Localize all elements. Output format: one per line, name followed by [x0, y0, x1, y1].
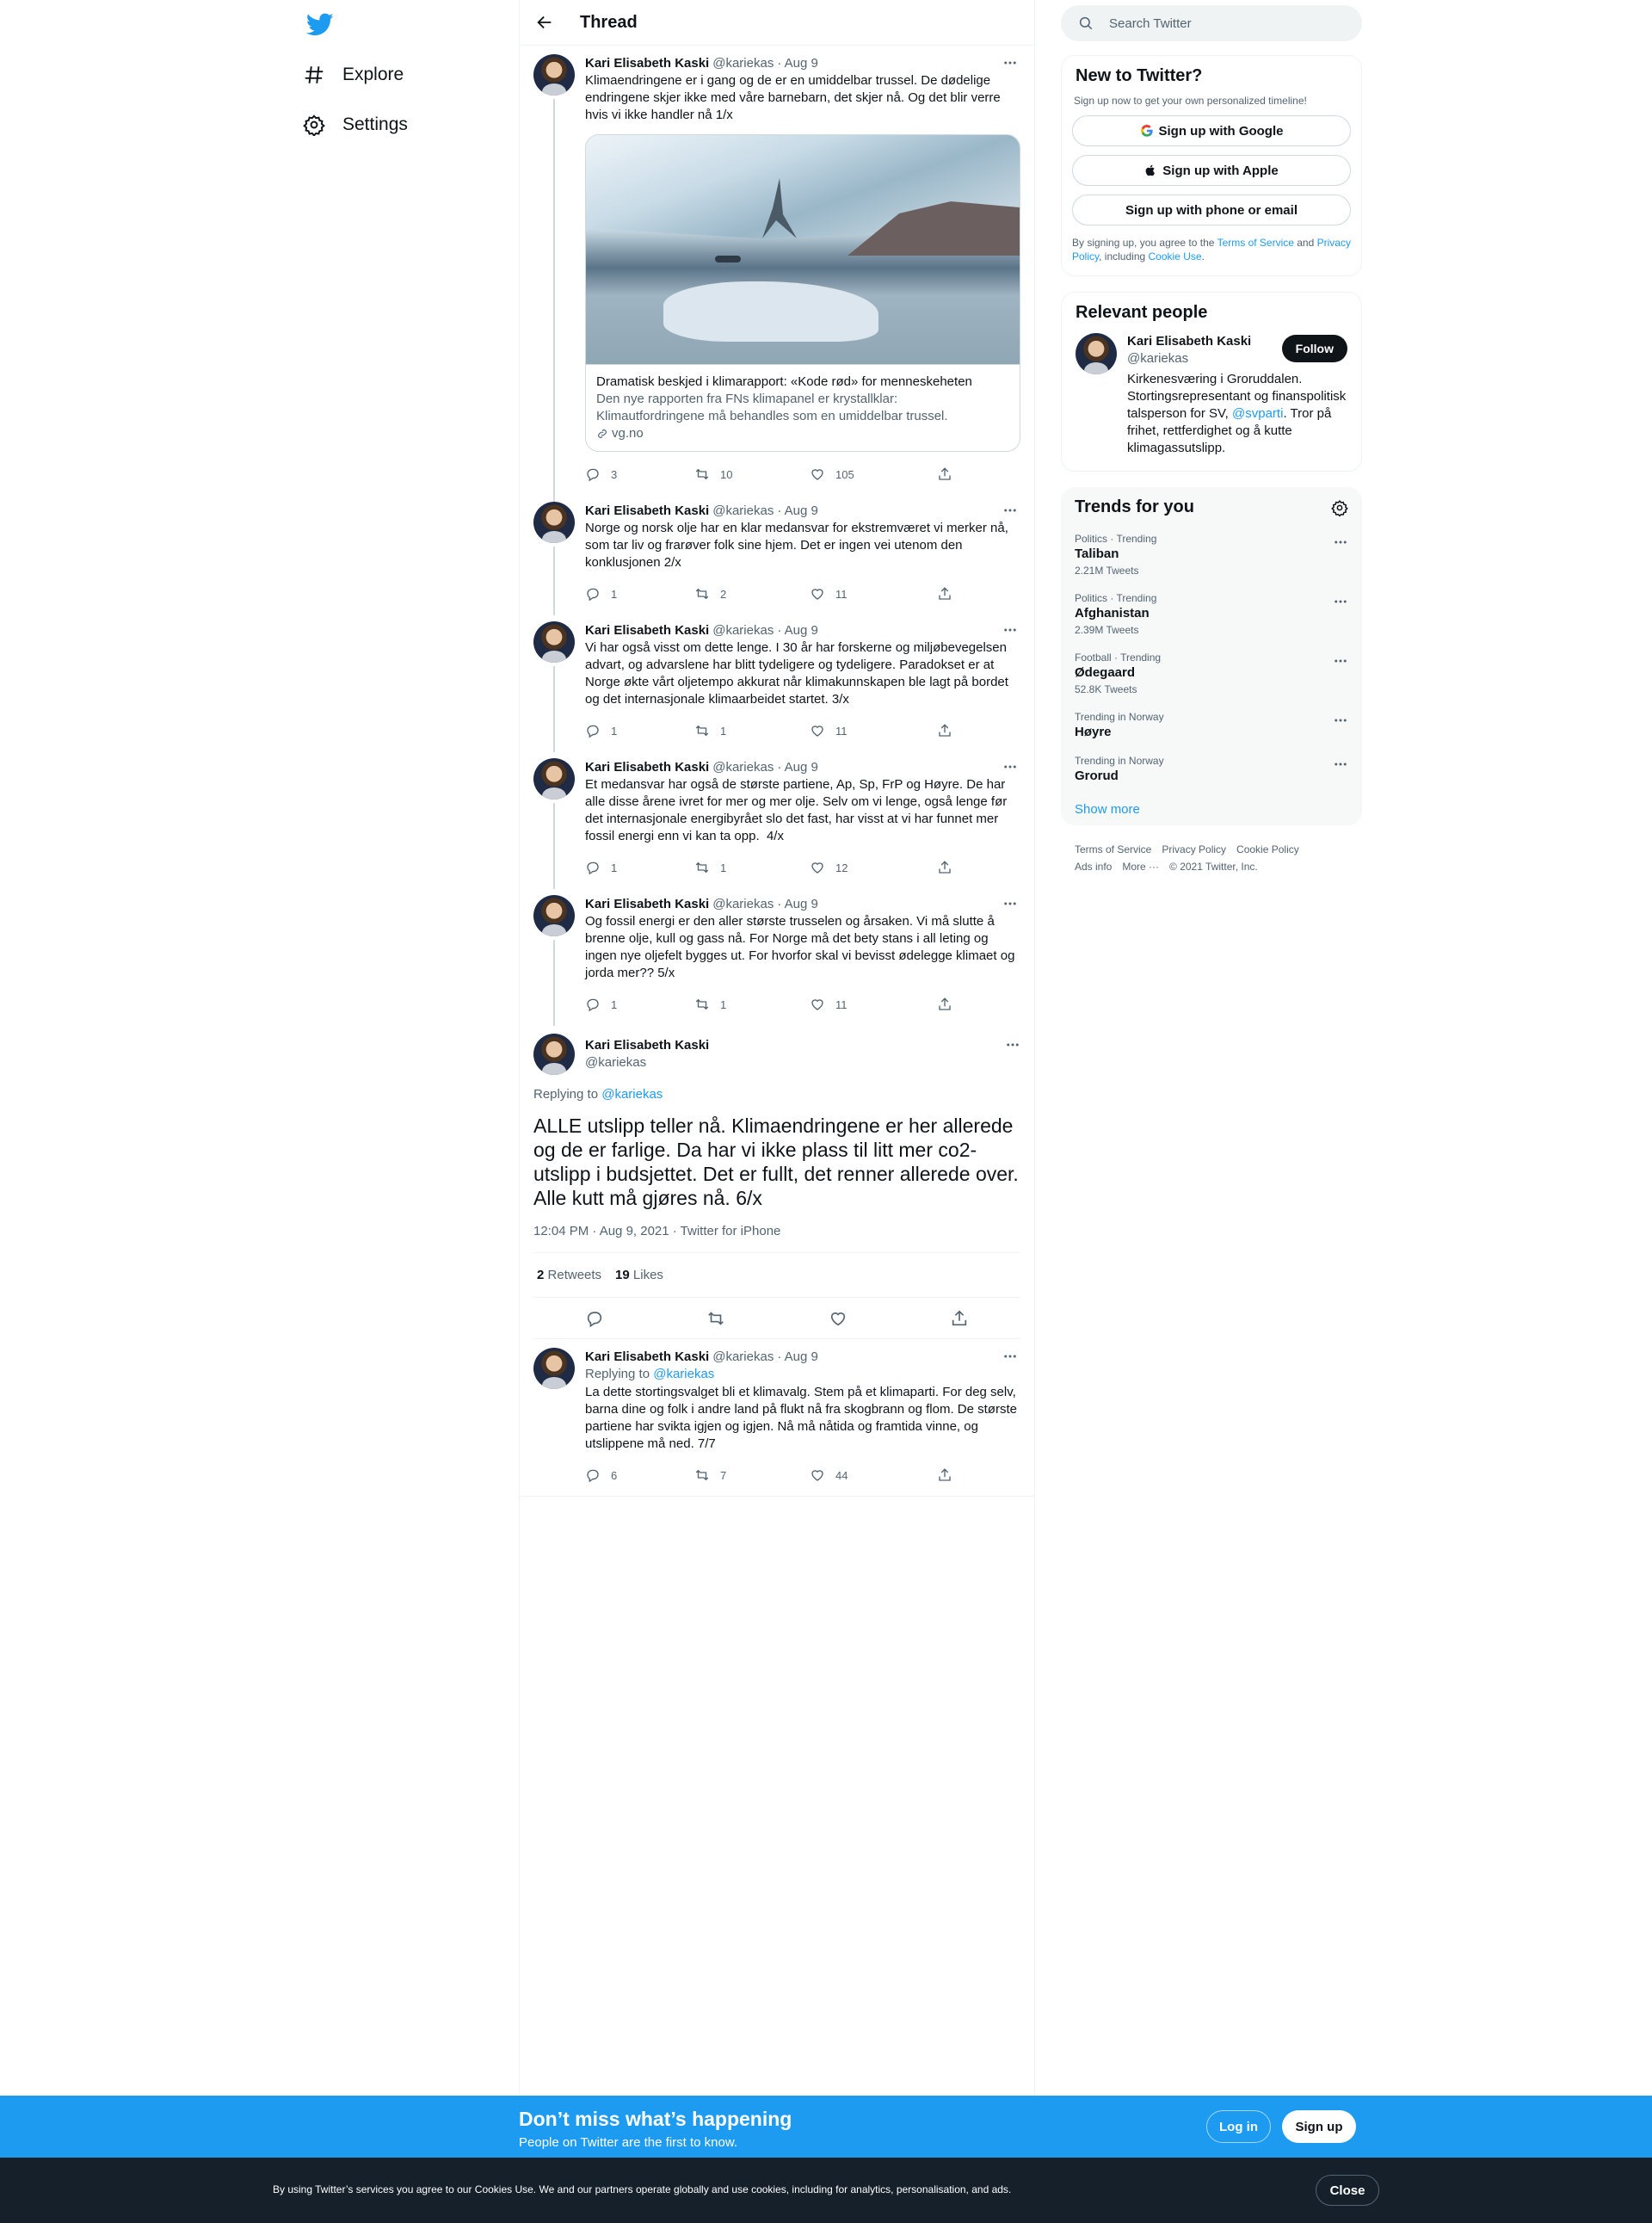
like-count: 11 [835, 724, 848, 738]
trend-category: Politics · Trending [1075, 533, 1157, 545]
avatar[interactable] [533, 895, 575, 936]
more-options-icon[interactable] [1000, 54, 1020, 71]
author-handle[interactable]: @kariekas [712, 759, 774, 775]
reply-tweet[interactable] [520, 1339, 1034, 1497]
trend-item[interactable] [1075, 651, 1348, 695]
thread-tweet[interactable] [520, 613, 1034, 746]
nav-settings-label: Settings [342, 114, 408, 134]
like-count: 12 [835, 861, 848, 874]
signup-apple-button[interactable] [1072, 155, 1351, 186]
tweet-text: Og fossil energi er den aller største trusselen og årsaken. Vi må slutte å brenne olje, kull og gass nå. For Norge må det bety stans i all leting og ingen nye oljefelt bygges ut. For hvorfor skal vi bevisst ødelegge klimaet og jorda mer?? 5/x [585, 914, 1019, 980]
reply-icon[interactable] [585, 1309, 604, 1328]
trend-count: 52.8K Tweets [1075, 683, 1137, 695]
like-button[interactable] [810, 586, 937, 602]
search-icon [1078, 15, 1094, 31]
signup-panel [1061, 55, 1362, 276]
avatar[interactable] [1076, 333, 1117, 374]
footer-cookie-link[interactable]: Cookie Policy [1236, 843, 1299, 855]
retweet-icon [694, 1467, 710, 1483]
card-description: Den nye rapporten fra FNs klimapanel er krystallklar: Klimautfordringene må behandles som en umiddelbar trussel. [596, 392, 948, 423]
share-icon[interactable] [950, 1309, 969, 1328]
footer-tos-link[interactable]: Terms of Service [1075, 843, 1152, 855]
trend-item[interactable] [1075, 755, 1348, 783]
thread-column [519, 0, 1035, 2096]
nav-explore-label: Explore [342, 65, 404, 84]
author-handle[interactable]: @kariekas [712, 1349, 774, 1364]
like-count: 44 [835, 1468, 848, 1482]
retweet-icon [694, 860, 710, 875]
share-icon [937, 1467, 952, 1483]
heart-icon [810, 723, 825, 738]
share-button[interactable] [937, 466, 952, 482]
author-handle[interactable]: @kariekas [712, 503, 774, 518]
google-icon [1140, 124, 1154, 138]
thread-connector [553, 940, 555, 1026]
avatar[interactable] [533, 1034, 575, 1075]
likes-stat[interactable] [615, 1268, 663, 1282]
reply-icon [585, 466, 601, 482]
prompt-title: Don’t miss what’s happening [519, 2108, 792, 2130]
twitter-logo-icon[interactable] [303, 10, 337, 38]
cookie-use-link[interactable]: Cookie Use [1148, 250, 1202, 262]
gear-icon[interactable] [1331, 499, 1348, 516]
privacy-link[interactable]: Privacy Policy [1072, 237, 1351, 262]
like-count: 105 [835, 467, 854, 481]
svparti-link[interactable]: @svparti [1232, 406, 1284, 421]
reply-count: 1 [611, 724, 618, 738]
author-name[interactable]: Kari Elisabeth Kaski [585, 1038, 710, 1053]
relevant-people-panel [1061, 292, 1362, 472]
sidebar-footer [1061, 841, 1362, 875]
reply-icon [585, 1467, 601, 1483]
replying-to-link[interactable]: @kariekas [653, 1367, 715, 1381]
retweet-button[interactable] [694, 860, 810, 875]
follow-button[interactable]: Follow [1282, 335, 1347, 362]
thread-tweet[interactable] [520, 750, 1034, 883]
footer-privacy-link[interactable]: Privacy Policy [1162, 843, 1227, 855]
signup-google-label: Sign up with Google [1158, 123, 1284, 139]
tweet-date[interactable]: · Aug 9 [777, 622, 818, 638]
tweet-text: Norge og norsk olje har en klar medansvar for ekstremværet vi merker nå, som tar liv og frarøver folk sine hjem. Det er ingen vei utenom den konklusjonen 2/x [585, 521, 1013, 570]
more-options-icon[interactable] [1000, 1348, 1020, 1365]
like-button[interactable] [810, 860, 937, 875]
tweet-date[interactable]: · Aug 9 [777, 759, 818, 775]
tweet-text: Klimaendringene er i gang og de er en umiddelbar trussel. De dødelige endringene skjer ikke med våre barnebarn, det skjer nå. Og det blir verre hvis vi ikke handler nå 1/x [585, 73, 1004, 122]
retweet-count: 1 [720, 861, 727, 874]
login-prompt-bar [0, 2096, 1652, 2158]
show-more-link[interactable]: Show more [1075, 802, 1140, 817]
reply-button[interactable] [585, 1467, 694, 1483]
search-input[interactable] [1061, 5, 1362, 41]
trend-count: 2.21M Tweets [1075, 565, 1139, 577]
likes-stat-count: 19 [615, 1268, 630, 1282]
cookie-text: By using Twitter’s services you agree to our Cookies Use. We and our partners operate globally and use cookies, including for analytics, personalisation, and ads. [273, 2183, 1012, 2195]
retweet-count: 7 [720, 1468, 727, 1482]
trend-name: Afghanistan [1075, 606, 1150, 621]
person-bio [1127, 371, 1347, 457]
avatar[interactable] [533, 1348, 575, 1389]
trend-category: Politics · Trending [1075, 592, 1157, 604]
retweet-icon [694, 723, 710, 738]
tweet-date[interactable]: · Aug 9 [777, 55, 818, 71]
share-button[interactable] [937, 723, 952, 738]
like-button[interactable] [810, 1467, 937, 1483]
avatar[interactable] [533, 621, 575, 663]
thread-connector [553, 546, 555, 615]
author-name[interactable]: Kari Elisabeth Kaski [585, 503, 710, 518]
trend-name: Høyre [1075, 725, 1112, 739]
glacier-photo [586, 135, 1020, 364]
heart-icon[interactable] [829, 1309, 848, 1328]
tweet-text: La dette stortingsvalget bli et klimavalg. Stem på et klimaparti. For deg selv, barna dine og folk i andre land på flukt nå fra skogbrann og flom. De største partiene har svikta igjen og igjen. Nå må nåtida og framtida vinne, og utslippene må ned. 7/7 [585, 1385, 1021, 1451]
signup-legal [1072, 236, 1351, 263]
tweet-text: Vi har også visst om dette lenge. I 30 år har forskerne og miljøbevegelsen advart, og advarslene har blitt tydeligere og tydeligere. Paradokset er at Norge økte vårt oljetempo akkurat når klimakunnskapen ble lagt på bordet og det internasjonale klimaarbeidet startet. 3/x [585, 640, 1013, 707]
legal-text-4: . [1201, 250, 1205, 262]
footer-more-link[interactable]: More ··· [1122, 861, 1160, 873]
retweet-button[interactable] [694, 997, 810, 1012]
retweet-button[interactable] [694, 466, 810, 482]
retweets-stat-count: 2 [537, 1268, 545, 1282]
reply-icon [585, 860, 601, 875]
nav-explore[interactable] [303, 58, 404, 92]
retweet-count: 1 [720, 997, 727, 1011]
link-icon [596, 428, 608, 440]
avatar[interactable] [533, 54, 575, 96]
nav-settings[interactable] [303, 108, 408, 142]
more-options-icon[interactable] [1333, 534, 1348, 550]
person-name[interactable]: Kari Elisabeth Kaski [1127, 334, 1252, 349]
avatar[interactable] [533, 502, 575, 543]
like-count: 11 [835, 587, 848, 601]
retweet-button[interactable] [694, 586, 810, 602]
prompt-subtitle: People on Twitter are the first to know. [519, 2135, 738, 2150]
tweet-date[interactable]: · Aug 9 [777, 896, 818, 911]
like-button[interactable] [810, 997, 937, 1012]
trend-category: Trending in Norway [1075, 755, 1164, 767]
focused-tweet [520, 1023, 1034, 1339]
search-placeholder: Search Twitter [1109, 15, 1192, 31]
more-options-icon[interactable] [1000, 758, 1020, 775]
more-options-icon[interactable] [1333, 653, 1348, 669]
like-button[interactable] [810, 466, 937, 482]
right-sidebar [1061, 0, 1362, 875]
like-button[interactable] [810, 723, 937, 738]
retweet-icon[interactable] [706, 1309, 725, 1328]
signup-title: New to Twitter? [1076, 66, 1203, 85]
apple-icon [1144, 164, 1157, 177]
footer-ads-link[interactable]: Ads info [1075, 861, 1113, 873]
author-handle[interactable]: @kariekas [712, 896, 774, 911]
reply-icon [585, 997, 601, 1012]
signup-apple-label: Sign up with Apple [1162, 163, 1279, 178]
signup-google-button[interactable] [1072, 115, 1351, 146]
signup-subtitle: Sign up now to get your own personalized timeline! [1074, 95, 1307, 107]
retweet-icon [694, 997, 710, 1012]
reply-count: 6 [611, 1468, 618, 1482]
replying-to [533, 1087, 1020, 1102]
signup-phone-label: Sign up with phone or email [1125, 202, 1298, 218]
more-options-icon[interactable] [1333, 713, 1348, 728]
focused-tweet-text: ALLE utslipp teller nå. Klimaendringene er her allerede og de er farlige. Da har vi ikke plass til litt mer co2-utslipp i budsjettet. Det er fullt, det renner allerede over. Alle kutt må gjøres nå. 6/x [533, 1115, 1019, 1209]
cookie-banner [0, 2158, 1652, 2223]
retweet-button[interactable] [694, 723, 810, 738]
retweet-count: 1 [720, 724, 727, 738]
link-card[interactable] [585, 134, 1020, 452]
more-options-icon[interactable] [1000, 895, 1020, 912]
share-icon [937, 860, 952, 875]
person-bio-text-2: . Tror på frihet, rettferdighet og å kutte klimagassutslipp. [1127, 406, 1332, 455]
replying-to [585, 1366, 1020, 1383]
person-bio-text-1: Kirkenesværing i Groruddalen. Stortingsrepresentant og finanspolitisk talsperson for SV, [1127, 372, 1347, 421]
card-domain: vg.no [612, 426, 644, 441]
thread-connector [553, 803, 555, 889]
share-icon [937, 997, 952, 1012]
trend-name: Grorud [1075, 769, 1119, 783]
author-name[interactable]: Kari Elisabeth Kaski [585, 622, 710, 638]
focused-tweet-actions [533, 1298, 1020, 1339]
author-handle[interactable]: @kariekas [585, 1055, 647, 1070]
legal-text-3: , including [1099, 250, 1149, 262]
reply-icon [585, 723, 601, 738]
share-icon [937, 723, 952, 738]
gear-icon [303, 114, 325, 136]
trend-name: Ødegaard [1075, 665, 1136, 680]
trend-count: 2.39M Tweets [1075, 624, 1139, 636]
thread-tweet[interactable] [520, 46, 1034, 490]
replying-to-label: Replying to [533, 1087, 599, 1102]
author-name[interactable]: Kari Elisabeth Kaski [585, 55, 710, 71]
back-arrow-icon[interactable] [535, 13, 554, 32]
thread-tweet[interactable] [520, 493, 1034, 609]
reply-count: 1 [611, 861, 618, 874]
thread-connector [553, 666, 555, 752]
share-button[interactable] [937, 997, 952, 1012]
trend-item[interactable] [1075, 711, 1348, 739]
reply-count: 3 [611, 467, 618, 481]
trend-name: Taliban [1075, 546, 1119, 561]
author-handle[interactable]: @kariekas [712, 622, 774, 638]
reply-button[interactable] [585, 586, 694, 602]
signup-button[interactable]: Sign up [1282, 2110, 1356, 2143]
trends-panel [1061, 487, 1362, 825]
retweet-button[interactable] [694, 1467, 810, 1483]
retweet-count: 10 [720, 467, 733, 481]
legal-text-1: By signing up, you agree to the [1072, 237, 1217, 249]
share-icon [937, 466, 952, 482]
reply-button[interactable] [585, 723, 694, 738]
share-button[interactable] [937, 586, 952, 602]
heart-icon [810, 860, 825, 875]
avatar[interactable] [533, 758, 575, 800]
cookie-close-button[interactable]: Close [1316, 2175, 1379, 2206]
heart-icon [810, 1467, 825, 1483]
thread-connector [553, 99, 555, 529]
heart-icon [810, 586, 825, 602]
heart-icon [810, 997, 825, 1012]
reply-count: 1 [611, 587, 618, 601]
replying-to-label: Replying to [585, 1367, 650, 1381]
card-title: Dramatisk beskjed i klimarapport: «Kode rød» for menneskeheten [596, 374, 972, 389]
author-name[interactable]: Kari Elisabeth Kaski [585, 896, 710, 911]
tweet-timestamp[interactable]: 12:04 PM · Aug 9, 2021 · Twitter for iPhone [533, 1224, 1020, 1253]
footer-copyright: © 2021 Twitter, Inc. [1169, 861, 1258, 873]
trend-item[interactable] [1075, 533, 1348, 577]
reply-button[interactable] [585, 466, 694, 482]
tweet-date[interactable]: · Aug 9 [777, 503, 818, 518]
relevant-people-title: Relevant people [1076, 303, 1208, 322]
tweet-text: Et medansvar har også de største partiene, Ap, Sp, FrP og Høyre. De har alle disse årene ivret for mer og mer olje. Selv om vi lenge, også lenge før det internasjonale energibyrået slo det fast, har visst at vi har funnet mer fossil energi enn vi kan ta opp. 4/x [585, 777, 1011, 843]
retweet-count: 2 [720, 587, 727, 601]
tweet-date[interactable]: · Aug 9 [777, 1349, 818, 1364]
heart-icon [810, 466, 825, 482]
trends-title: Trends for you [1075, 497, 1194, 516]
signup-phone-button[interactable] [1072, 195, 1351, 225]
person-handle[interactable]: @kariekas [1127, 351, 1189, 366]
retweets-stat[interactable] [537, 1268, 601, 1282]
author-name[interactable]: Kari Elisabeth Kaski [585, 1349, 710, 1364]
like-count: 11 [835, 997, 848, 1011]
more-options-icon[interactable] [1000, 621, 1020, 639]
trend-item[interactable] [1075, 592, 1348, 636]
trend-category: Football · Trending [1075, 651, 1162, 664]
thread-header [520, 0, 1034, 46]
replying-to-link[interactable]: @kariekas [601, 1087, 663, 1102]
share-button[interactable] [937, 1467, 952, 1483]
more-options-icon[interactable] [1005, 1037, 1020, 1057]
legal-text-2: and [1293, 237, 1317, 249]
reply-button[interactable] [585, 860, 694, 875]
retweet-icon [694, 466, 710, 482]
thread-tweet[interactable] [520, 886, 1034, 1020]
likes-stat-label: Likes [632, 1268, 663, 1282]
author-name[interactable]: Kari Elisabeth Kaski [585, 759, 710, 775]
more-options-icon[interactable] [1333, 756, 1348, 772]
tweet-stats [533, 1253, 1020, 1298]
retweet-icon [694, 586, 710, 602]
retweets-stat-label: Retweets [547, 1268, 602, 1282]
author-handle[interactable]: @kariekas [712, 55, 774, 71]
share-button[interactable] [937, 860, 952, 875]
login-button[interactable]: Log in [1206, 2110, 1271, 2143]
share-icon [937, 586, 952, 602]
more-options-icon[interactable] [1000, 502, 1020, 519]
reply-count: 1 [611, 997, 618, 1011]
reply-icon [585, 586, 601, 602]
page-title: Thread [580, 12, 638, 32]
tos-link[interactable]: Terms of Service [1217, 237, 1294, 249]
hashtag-icon [303, 64, 325, 86]
more-options-icon[interactable] [1333, 594, 1348, 609]
reply-button[interactable] [585, 997, 694, 1012]
person-card[interactable] [1076, 333, 1347, 457]
trend-category: Trending in Norway [1075, 711, 1164, 723]
